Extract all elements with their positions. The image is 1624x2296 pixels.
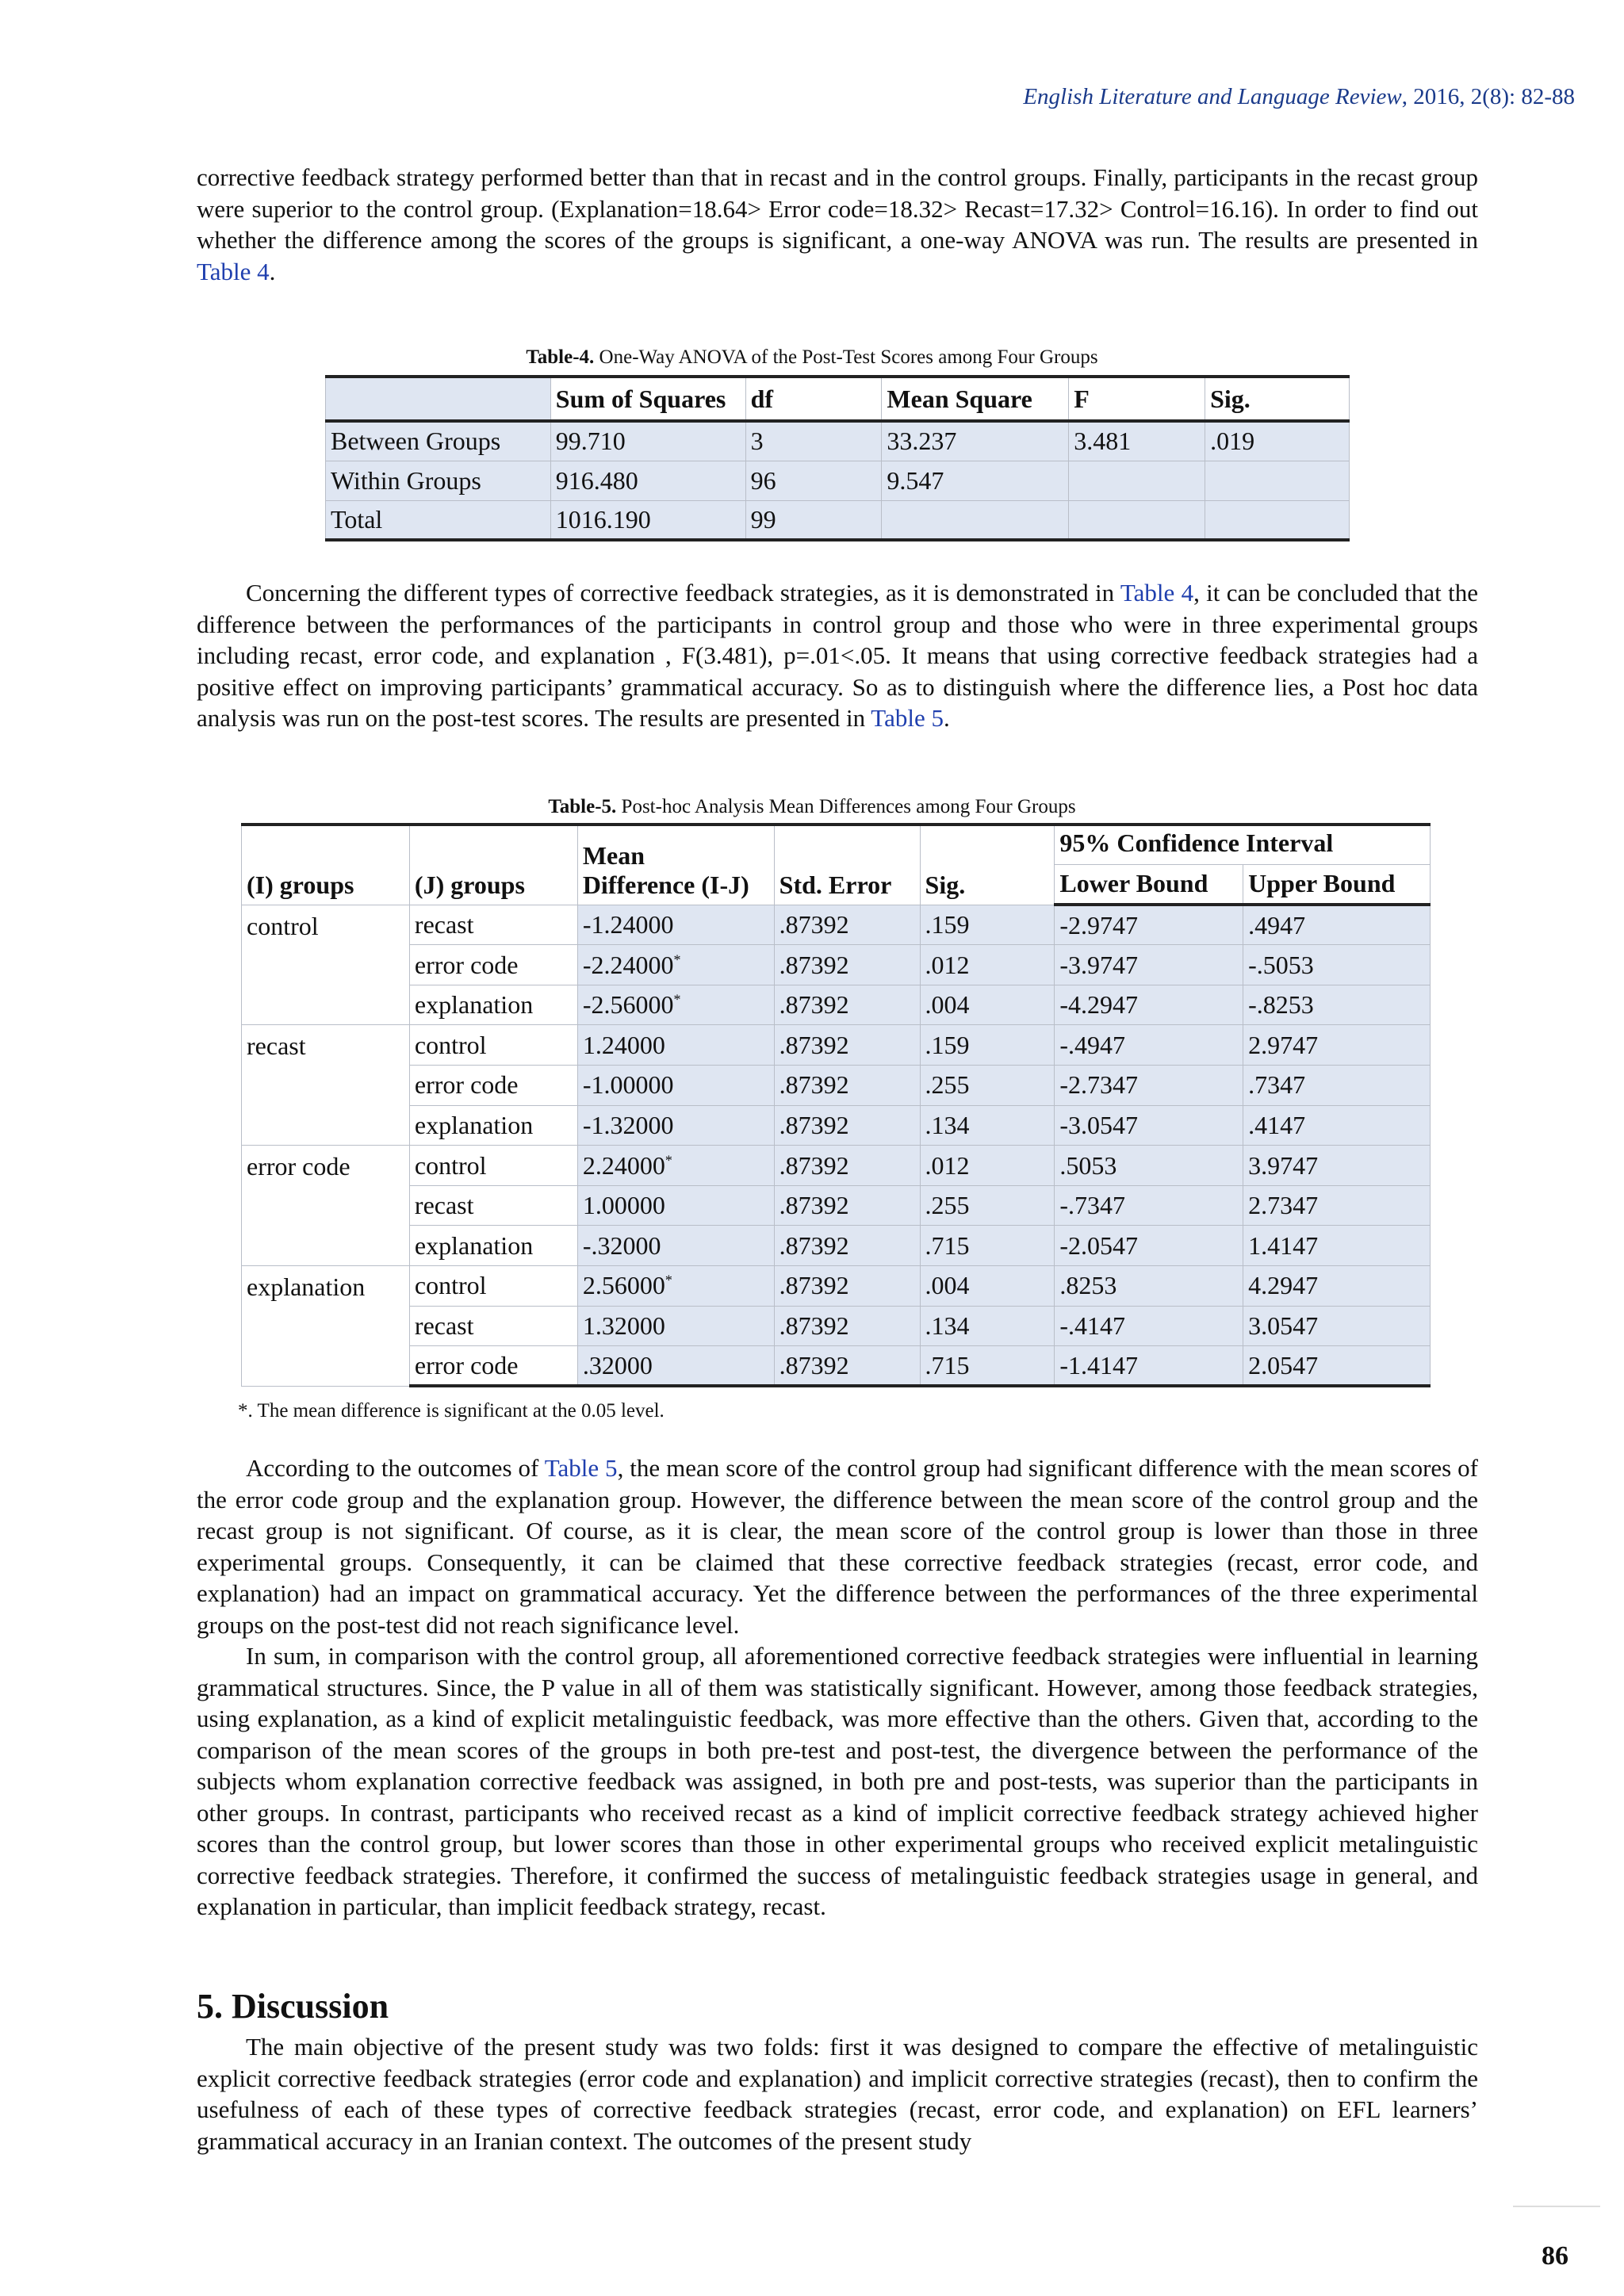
posthoc-i-group: error code xyxy=(242,1146,410,1266)
posthoc-lower-bound: -2.7347 xyxy=(1055,1066,1243,1106)
table-5-caption-text: Post-hoc Analysis Mean Differences among Four Groups xyxy=(616,796,1076,817)
paragraph-2-text-b: , it can be concluded that the difference between the performances of the participants in control group and those who were in three experimental groups including recast, error code, and explanation , F(3.481), p=.01<.05. It means that using corrective feedback strategies had a positive effect on improving participants’ grammatical accuracy. So as to distinguish where the difference lies, a Post hoc data analysis was run on the post-test scores. The results are presented in xyxy=(197,579,1478,732)
table-4-link[interactable]: Table 4 xyxy=(197,257,270,285)
posthoc-std-error: .87392 xyxy=(774,1066,920,1106)
posthoc-std-error: .87392 xyxy=(774,1226,920,1266)
posthoc-row xyxy=(242,1306,1431,1346)
mean-difference-value: -1.32000 xyxy=(582,1110,674,1139)
paragraph-4: In sum, in comparison with the control group, all aforementioned corrective feedback strategies were influential in learning grammatical structures. Since, the P value in all of them was statistically significant. However, among those feedback strategies, using explanation, as a kind of explicit metalinguistic feedback, was more effective than the others. Given that, according to the comparison of the mean scores of the groups in both pre-test and post-test, the divergence between the performance of the subjects whom explanation corrective feedback was assigned, in both pre and post-tests, was superior than the participants in other groups. In contrast, participants who received recast as a kind of implicit corrective feedback strategy achieved higher scores than the control group, but lower scores than those in other experimental groups who received explicit metalinguistic corrective feedback strategies. Therefore, it confirmed the success of metalinguistic feedback strategies usage in general, and explanation in particular, than implicit feedback strategy, recast. xyxy=(197,1642,1478,1920)
paragraph-2 xyxy=(197,577,1478,734)
posthoc-lower-bound: -3.9747 xyxy=(1055,945,1243,985)
header-mean-difference xyxy=(577,825,774,905)
posthoc-mean-difference xyxy=(577,1185,774,1226)
posthoc-i-group: control xyxy=(242,905,410,1025)
posthoc-std-error: .87392 xyxy=(774,1266,920,1307)
posthoc-row xyxy=(242,985,1431,1025)
anova-row xyxy=(326,421,1350,461)
significance-marker: * xyxy=(665,1272,672,1288)
posthoc-lower-bound: -2.9747 xyxy=(1055,905,1243,945)
page-divider xyxy=(1513,2206,1600,2207)
anova-row xyxy=(326,461,1350,500)
anova-header-row xyxy=(326,377,1350,421)
table-5-caption-label: Table-5. xyxy=(548,796,617,817)
posthoc-lower-bound: -.7347 xyxy=(1055,1185,1243,1226)
posthoc-lower-bound: -4.2947 xyxy=(1055,985,1243,1025)
mean-difference-value: -2.24000 xyxy=(582,950,674,979)
table-5-footnote: *. The mean difference is significant at the 0.05 level. xyxy=(238,1400,665,1422)
posthoc-mean-difference xyxy=(577,905,774,945)
mean-difference-value: 2.24000 xyxy=(582,1150,665,1180)
posthoc-std-error: .87392 xyxy=(774,1146,920,1186)
table-5-link[interactable]: Table 5 xyxy=(871,704,944,732)
posthoc-upper-bound: 2.0547 xyxy=(1243,1346,1431,1387)
anova-cell: 99.710 xyxy=(550,421,745,461)
anova-cell xyxy=(1205,461,1350,500)
posthoc-sig: .715 xyxy=(920,1226,1055,1266)
anova-cell: 33.237 xyxy=(882,421,1069,461)
posthoc-row xyxy=(242,905,1431,945)
posthoc-upper-bound: 1.4147 xyxy=(1243,1226,1431,1266)
anova-row xyxy=(326,500,1350,540)
posthoc-sig: .012 xyxy=(920,1146,1055,1186)
posthoc-upper-bound: -.8253 xyxy=(1243,985,1431,1025)
journal-citation: , 2016, 2(8): 82-88 xyxy=(1401,84,1575,109)
significance-marker: * xyxy=(665,1151,672,1168)
posthoc-mean-difference xyxy=(577,1266,774,1307)
anova-header-cell: F xyxy=(1069,377,1205,421)
mean-difference-value: 2.56000 xyxy=(582,1271,665,1300)
posthoc-std-error: .87392 xyxy=(774,1185,920,1226)
paragraph-1-end: . xyxy=(269,257,276,285)
table-5-caption xyxy=(0,796,1624,818)
table-4-caption-text: One-Way ANOVA of the Post-Test Scores among Four Groups xyxy=(594,346,1098,368)
anova-cell: .019 xyxy=(1205,421,1350,461)
posthoc-mean-difference xyxy=(577,1066,774,1106)
header-j-groups: (J) groups xyxy=(409,825,577,905)
header-confidence-interval: 95% Confidence Interval xyxy=(1055,825,1431,865)
header-mean-line1: Mean xyxy=(582,840,645,870)
posthoc-j-group: error code xyxy=(409,1346,577,1387)
posthoc-j-group: recast xyxy=(409,1185,577,1226)
posthoc-upper-bound: 3.0547 xyxy=(1243,1306,1431,1346)
anova-cell xyxy=(1069,461,1205,500)
posthoc-sig: .255 xyxy=(920,1066,1055,1106)
posthoc-j-group: explanation xyxy=(409,985,577,1025)
posthoc-j-group: control xyxy=(409,1266,577,1307)
page-number: 86 xyxy=(1542,2241,1568,2271)
anova-cell xyxy=(882,500,1069,540)
significance-marker: * xyxy=(673,951,681,967)
posthoc-std-error: .87392 xyxy=(774,945,920,985)
anova-row-label: Between Groups xyxy=(326,421,551,461)
anova-row-label: Total xyxy=(326,500,551,540)
posthoc-row xyxy=(242,1025,1431,1066)
header-sig: Sig. xyxy=(920,825,1055,905)
paragraph-3 xyxy=(197,1452,1478,1640)
posthoc-upper-bound: -.5053 xyxy=(1243,945,1431,985)
posthoc-mean-difference xyxy=(577,1306,774,1346)
posthoc-upper-bound: .4947 xyxy=(1243,905,1431,945)
anova-header-cell: df xyxy=(745,377,882,421)
posthoc-row xyxy=(242,1226,1431,1266)
anova-header-cell: Sig. xyxy=(1205,377,1350,421)
mean-difference-value: -1.24000 xyxy=(582,909,674,939)
posthoc-lower-bound: -.4947 xyxy=(1055,1025,1243,1066)
posthoc-row xyxy=(242,1105,1431,1146)
posthoc-row xyxy=(242,1266,1431,1307)
posthoc-std-error: .87392 xyxy=(774,1105,920,1146)
anova-table xyxy=(325,375,1350,541)
posthoc-sig: .159 xyxy=(920,1025,1055,1066)
table-4-link[interactable]: Table 4 xyxy=(1120,579,1194,607)
section-heading: 5. Discussion xyxy=(197,1987,389,2026)
posthoc-lower-bound: -2.0547 xyxy=(1055,1226,1243,1266)
paragraph-2-text-a: Concerning the different types of corrective feedback strategies, as it is demonstrated in xyxy=(246,579,1120,607)
posthoc-j-group: explanation xyxy=(409,1226,577,1266)
posthoc-row xyxy=(242,1146,1431,1186)
posthoc-std-error: .87392 xyxy=(774,1306,920,1346)
posthoc-j-group: recast xyxy=(409,1306,577,1346)
mean-difference-value: -2.56000 xyxy=(582,990,674,1020)
posthoc-header-row-1 xyxy=(242,825,1431,865)
posthoc-upper-bound: .7347 xyxy=(1243,1066,1431,1106)
mean-difference-value: -.32000 xyxy=(582,1230,661,1260)
posthoc-lower-bound: -.4147 xyxy=(1055,1306,1243,1346)
posthoc-sig: .255 xyxy=(920,1185,1055,1226)
anova-cell xyxy=(1069,500,1205,540)
anova-cell: 3 xyxy=(745,421,882,461)
posthoc-upper-bound: 3.9747 xyxy=(1243,1146,1431,1186)
posthoc-row xyxy=(242,1185,1431,1226)
posthoc-sig: .012 xyxy=(920,945,1055,985)
posthoc-std-error: .87392 xyxy=(774,1346,920,1387)
anova-cell: 99 xyxy=(745,500,882,540)
posthoc-j-group: recast xyxy=(409,905,577,945)
posthoc-sig: .159 xyxy=(920,905,1055,945)
posthoc-j-group: explanation xyxy=(409,1105,577,1146)
posthoc-row xyxy=(242,1346,1431,1387)
mean-difference-value: .32000 xyxy=(582,1350,653,1380)
mean-difference-value: 1.24000 xyxy=(582,1030,665,1059)
header-std-error: Std. Error xyxy=(774,825,920,905)
header-mean-line2: Difference (I-J) xyxy=(582,870,749,899)
posthoc-mean-difference xyxy=(577,1346,774,1387)
journal-title: English Literature and Language Review xyxy=(1023,84,1402,109)
anova-cell: 3.481 xyxy=(1069,421,1205,461)
posthoc-i-group: recast xyxy=(242,1025,410,1146)
posthoc-lower-bound: -3.0547 xyxy=(1055,1105,1243,1146)
anova-cell: 96 xyxy=(745,461,882,500)
posthoc-std-error: .87392 xyxy=(774,905,920,945)
posthoc-lower-bound: .8253 xyxy=(1055,1266,1243,1307)
posthoc-j-group: error code xyxy=(409,945,577,985)
anova-header-cell: Mean Square xyxy=(882,377,1069,421)
anova-cell: 1016.190 xyxy=(550,500,745,540)
posthoc-mean-difference xyxy=(577,1226,774,1266)
mean-difference-value: 1.32000 xyxy=(582,1311,665,1340)
posthoc-std-error: .87392 xyxy=(774,985,920,1025)
posthoc-lower-bound: -1.4147 xyxy=(1055,1346,1243,1387)
posthoc-mean-difference xyxy=(577,1025,774,1066)
anova-cell xyxy=(1205,500,1350,540)
posthoc-mean-difference xyxy=(577,945,774,985)
header-i-groups: (I) groups xyxy=(242,825,410,905)
posthoc-mean-difference xyxy=(577,1146,774,1186)
posthoc-std-error: .87392 xyxy=(774,1025,920,1066)
posthoc-j-group: error code xyxy=(409,1066,577,1106)
posthoc-upper-bound: 2.9747 xyxy=(1243,1025,1431,1066)
posthoc-upper-bound: 2.7347 xyxy=(1243,1185,1431,1226)
paragraph-3-text-a: According to the outcomes of xyxy=(246,1454,545,1482)
significance-marker: * xyxy=(673,991,681,1008)
posthoc-lower-bound: .5053 xyxy=(1055,1146,1243,1186)
mean-difference-value: 1.00000 xyxy=(582,1191,665,1220)
paragraph-2-text-c: . xyxy=(943,704,950,732)
anova-cell: 9.547 xyxy=(882,461,1069,500)
posthoc-table xyxy=(241,823,1431,1387)
running-header xyxy=(1023,84,1575,110)
paragraph-1-text: corrective feedback strategy performed better than that in recast and in the control groups. Finally, participants in the recast group were superior to the control group. (Explanation=18.64> Error code=18.32> Recast=17.32> Control=16.16). In order to find out whether the difference among the scores of the groups is significant, a one-way ANOVA was run. The results are presented in xyxy=(197,163,1478,254)
header-lower-bound: Lower Bound xyxy=(1055,865,1243,905)
posthoc-sig: .004 xyxy=(920,985,1055,1025)
paragraph-3-text-b: , the mean score of the control group had significant difference with the mean scores of the error code group and the explanation group. However, the difference between the mean score of the control group and the recast group is not significant. Of course, as it is clear, the mean score of the control group is lower than those in three experimental groups. Consequently, it can be claimed that these corrective feedback strategies (recast, error code, and explanation) had an impact on grammatical accuracy. Yet the difference between the performances of the three experimental groups on the post-test did not reach significance level. xyxy=(197,1454,1478,1639)
paragraph-1 xyxy=(197,162,1478,287)
posthoc-sig: .134 xyxy=(920,1306,1055,1346)
posthoc-j-group: control xyxy=(409,1146,577,1186)
anova-header-blank xyxy=(326,377,551,421)
header-upper-bound: Upper Bound xyxy=(1243,865,1431,905)
table-4-caption-label: Table-4. xyxy=(526,346,595,368)
posthoc-sig: .004 xyxy=(920,1266,1055,1307)
posthoc-i-group: explanation xyxy=(242,1266,410,1387)
anova-header-cell: Sum of Squares xyxy=(550,377,745,421)
table-5-link[interactable]: Table 5 xyxy=(544,1454,618,1482)
posthoc-upper-bound: .4147 xyxy=(1243,1105,1431,1146)
mean-difference-value: -1.00000 xyxy=(582,1070,674,1100)
anova-row-label: Within Groups xyxy=(326,461,551,500)
section-paragraph: The main objective of the present study was two folds: first it was designed to compare the effective of metalinguistic explicit corrective feedback strategies (error code and explanation) and implicit corrective strategies (recast), then to confirm the usefulness of each of these types of corrective feedback strategies (recast, error code, and explanation) on EFL learners’ grammatical accuracy in an Iranian context. The outcomes of the present study xyxy=(197,2033,1478,2155)
posthoc-mean-difference xyxy=(577,985,774,1025)
table-4-caption xyxy=(0,346,1624,369)
posthoc-sig: .134 xyxy=(920,1105,1055,1146)
posthoc-sig: .715 xyxy=(920,1346,1055,1387)
posthoc-row xyxy=(242,1066,1431,1106)
posthoc-mean-difference xyxy=(577,1105,774,1146)
posthoc-row xyxy=(242,945,1431,985)
posthoc-upper-bound: 4.2947 xyxy=(1243,1266,1431,1307)
posthoc-j-group: control xyxy=(409,1025,577,1066)
anova-cell: 916.480 xyxy=(550,461,745,500)
